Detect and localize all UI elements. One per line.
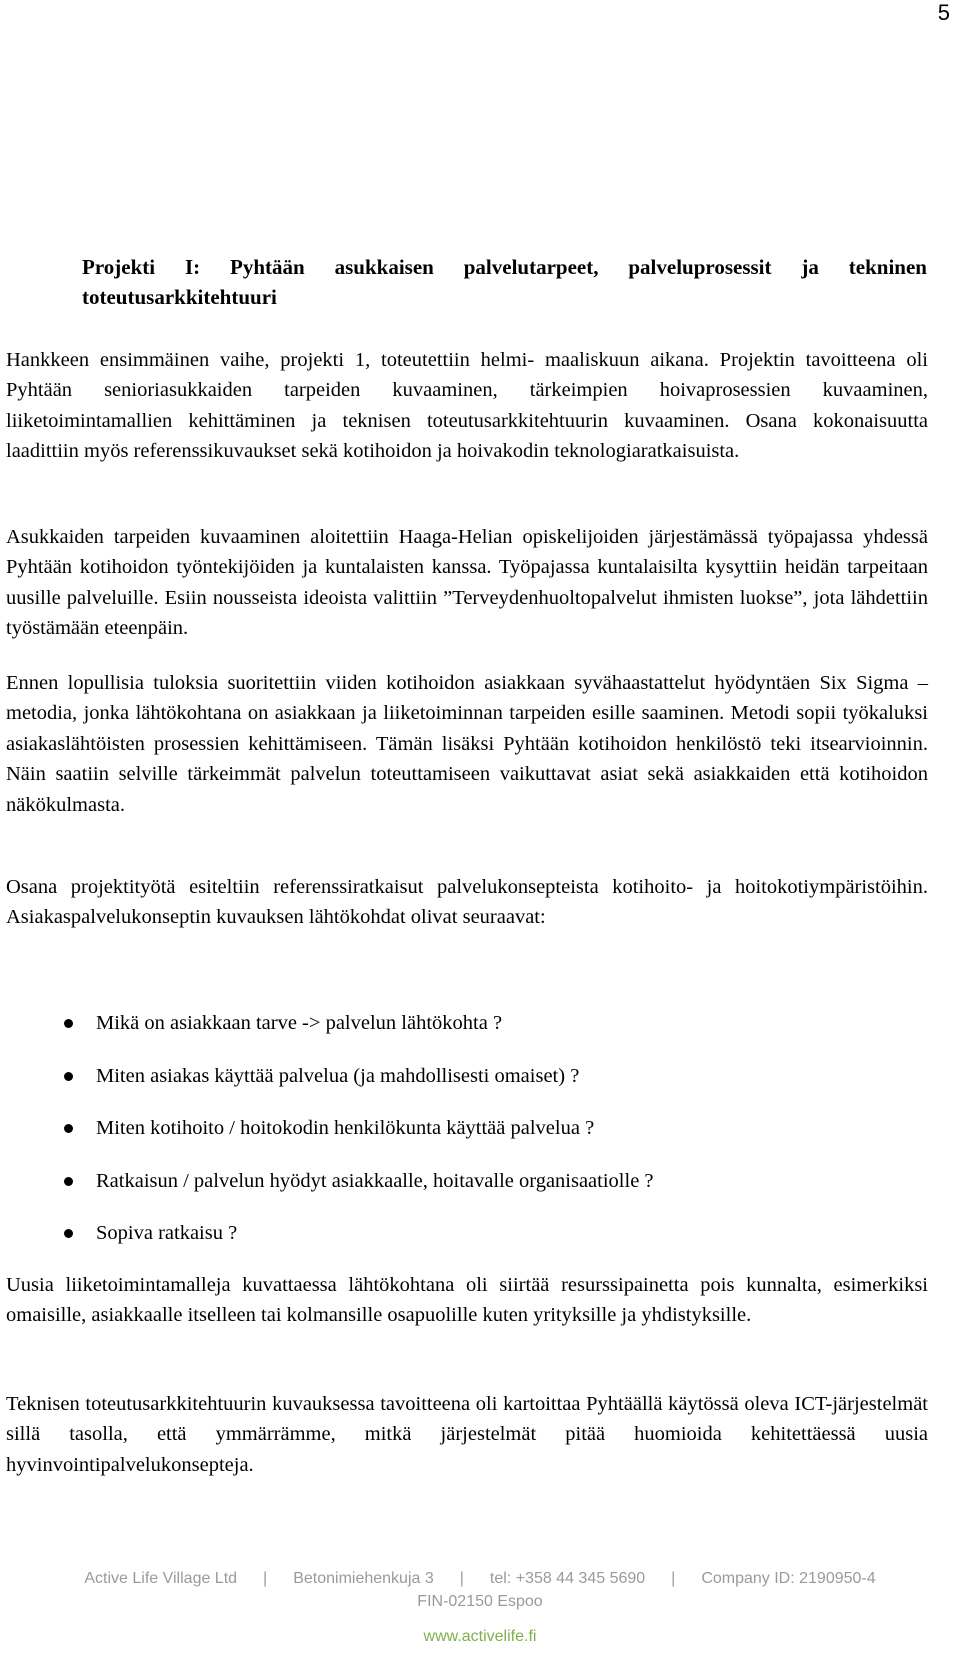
- footer-phone: tel: +358 44 345 5690: [489, 1570, 646, 1587]
- bullet-icon: [64, 1124, 73, 1133]
- footer-separator: |: [459, 1570, 464, 1587]
- paragraph-resident-needs: Asukkaiden tarpeiden kuvaaminen aloitettiin Haaga-Helian opiskelijoiden järjestämässä työpajassa yhdessä Pyhtään kotihoidon työntekijöiden ja kuntalaisten kanssa. Työpajassa kuntalaisilta kysyttiin heidän tarpeitaan uusille palveluille. Esiin nousseista ideoista valittiin ”Terveydenhuoltopalvelut ihmisten luokse”, jota lähdettiin työstämään eteenpäin.: [6, 526, 928, 640]
- paragraph-project-phase: Hankkeen ensimmäinen vaihe, projekti 1, toteutettiin helmi- maaliskuun aikana. Projektin tavoitteena oli Pyhtään senioriasukkaiden tarpeiden kuvaaminen, tärkeimpien hoivaprosessien kuvaaminen, liiketoimintamallien kehittäminen ja teknisen toteutusarkkitehtuurin kuvaaminen. Osana kokonaisuutta laadittiin myös referenssikuvaukset sekä kotihoidon ja hoivakodin teknologiaratkaisuista.: [6, 349, 928, 463]
- list-item-text: Miten kotihoito / hoitokodin henkilökunta käyttää palvelua ?: [96, 1117, 595, 1139]
- list-item-text: Ratkaisun / palvelun hyödyt asiakkaalle, hoitavalle organisaatiolle ?: [96, 1169, 654, 1192]
- footer-company-id: Company ID: 2190950-4: [701, 1570, 876, 1587]
- list-item: [62, 1166, 654, 1219]
- footer-postal: FIN-02150 Espoo: [417, 1593, 543, 1610]
- bullet-icon: [64, 1177, 73, 1186]
- paragraph-six-sigma: Ennen lopullisia tuloksia suoritettiin viiden kotihoidon asiakkaan syvähaastattelut hyödyntäen Six Sigma –metodia, jonka lähtökohtana on asiakkaan ja liiketoiminnan tarpeiden esille saaminen. Metodi sopii työkaluksi asiakaslähtöisten prosessien kehittämiseen. Tämän lisäksi Pyhtään kotihoidon henkilöstö teki itsearvioinnin. Näin saatiin selville tärkeimmät palvelun toteuttamiseen vaikuttavat asiat sekä asiakkaiden että kotihoidon näkökulmasta.: [6, 672, 928, 816]
- bullet-list: [62, 1008, 654, 1271]
- footer-separator: |: [263, 1570, 268, 1587]
- bullet-icon: [64, 1019, 73, 1028]
- footer-company: Active Life Village Ltd: [84, 1570, 238, 1587]
- list-item-text: Mikä on asiakkaan tarve -> palvelun lähtökohta ?: [96, 1012, 503, 1034]
- bullet-icon: [64, 1229, 73, 1238]
- footer-contact-line: [0, 1570, 960, 1588]
- list-item: [62, 1008, 654, 1061]
- list-item: [62, 1113, 654, 1166]
- footer-website-link[interactable]: www.activelife.fi: [423, 1628, 537, 1645]
- footer-separator: |: [671, 1570, 676, 1587]
- paragraph-business-models: Uusia liiketoimintamalleja kuvattaessa lähtökohtana oli siirtää resurssipainetta pois kunnalta, esimerkiksi omaisille, asiakkaalle itselleen tai kolmansille osapuolille kuten yrityksille ja yhdistyksille.: [6, 1274, 928, 1327]
- page-number: 5: [937, 0, 950, 25]
- list-item-text: Sopiva ratkaisu ?: [96, 1222, 238, 1244]
- footer-street: Betonimiehenkuja 3: [293, 1570, 434, 1587]
- bullet-icon: [64, 1072, 73, 1081]
- section-heading: Projekti I: Pyhtään asukkaisen palvelutarpeet, palveluprosessit ja tekninen toteutusarkkitehtuuri: [82, 255, 927, 309]
- list-item-text: Miten asiakas käyttää palvelua (ja mahdollisesti omaiset) ?: [96, 1064, 580, 1087]
- paragraph-reference-solutions: Osana projektityötä esiteltiin referenssiratkaisut palvelukonsepteista kotihoito- ja hoitokotiympäristöihin. Asiakaspalvelukonseptin kuvauksen lähtökohdat olivat seuraavat:: [6, 876, 928, 929]
- paragraph-technical-architecture: Teknisen toteutusarkkitehtuurin kuvauksessa tavoitteena oli kartoittaa Pyhtäällä käytössä oleva ICT-järjestelmät sillä tasolla, että ymmärrämme, mitkä järjestelmät pitää huomioida kehitettäessä uusia hyvinvointipalvelukonsepteja.: [6, 1393, 928, 1476]
- list-item: [62, 1061, 654, 1114]
- list-item: [62, 1218, 654, 1271]
